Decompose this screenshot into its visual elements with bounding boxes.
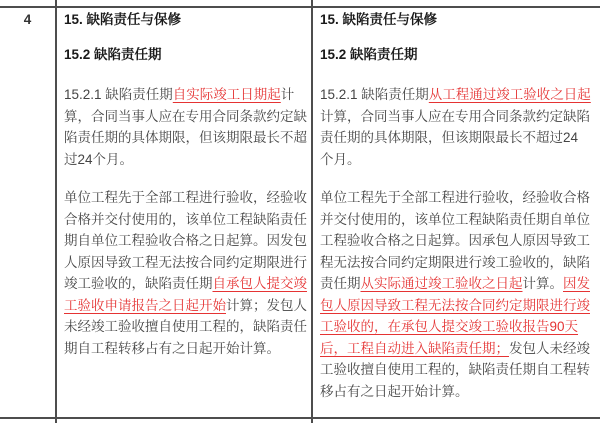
original-clause-paragraph-2: [64, 187, 309, 359]
body-text: 15.2.1 缺陷责任期: [320, 87, 429, 102]
body-text: 发包人未经竣工验收擅自使用工程的，缺陷责任期自工程转移占有之日起开始计算。: [320, 340, 590, 399]
revision-text: 自承包人提交竣工验收申请报告之日起开始: [64, 276, 307, 313]
row-number-cell: [0, 8, 57, 417]
revised-clause-paragraph-1: [320, 84, 591, 170]
table-row-above: [0, 0, 600, 6]
revised-clause-cell: [313, 8, 600, 417]
body-text: 单位工程先于全部工程进行验收，经验收合格并交付使用的，该单位工程缺陷责任期自单位工程验收合格之日起算。因承包人原因导致工程无法按合同约定期限进行竣工验收的，缺陷责任期: [320, 190, 590, 291]
revision-text: 因发包人原因导致工程无法按合同约定期限进行竣工验收的，在承包人提交竣工验收报告90天后，工程自动进入缺陷责任期；: [320, 276, 590, 356]
original-clause-cell-sliver: [57, 419, 313, 423]
body-text: 计算，合同当事人应在专用合同条款约定缺陷责任期的具体期限，但该期限最长不超过24个月。: [64, 87, 307, 167]
row-number-cell-sliver: [0, 419, 57, 423]
revised-clause-paragraph-2: [320, 187, 591, 402]
original-clause-heading: 15. 缺陷责任与保修: [64, 12, 182, 27]
revised-clause-subheading: 15.2 缺陷责任期: [320, 46, 418, 62]
revision-text: 从实际通过竣工验收之日起: [360, 276, 523, 291]
table-row-below: [0, 419, 600, 423]
body-text: 计算。: [522, 276, 563, 291]
table-row: [0, 6, 600, 419]
revised-clause-cell-sliver: [313, 419, 600, 423]
revised-clause-cell-sliver: [313, 0, 600, 6]
body-text: 单位工程先于全部工程进行验收，经验收合格并交付使用的，该单位工程缺陷责任期自单位工程验收合格之日起算。因发包人原因导致工程无法按合同约定期限进行竣工验收的，缺陷责任期: [64, 190, 307, 291]
original-clause-cell-sliver: [57, 0, 313, 6]
revision-text: 从工程通过竣工验收之日起: [428, 87, 591, 102]
body-text: 计算，合同当事人应在专用合同条款约定缺陷责任期的具体期限，但该期限最长不超过24个月。: [320, 108, 590, 167]
original-clause-subheading: 15.2 缺陷责任期: [64, 46, 162, 62]
revised-clause-heading: 15. 缺陷责任与保修: [320, 12, 438, 27]
body-text: 计算；发包人未经竣工验收擅自使用工程的，缺陷责任期自工程转移占有之日起开始计算。: [64, 297, 307, 356]
revision-text: 自实际竣工日期起: [172, 87, 281, 102]
body-text: 15.2.1 缺陷责任期: [64, 87, 173, 102]
original-clause-paragraph-1: [64, 84, 309, 170]
original-clause-cell: [57, 8, 313, 417]
row-number-cell-sliver: [0, 0, 57, 6]
row-number: 4: [23, 12, 32, 27]
